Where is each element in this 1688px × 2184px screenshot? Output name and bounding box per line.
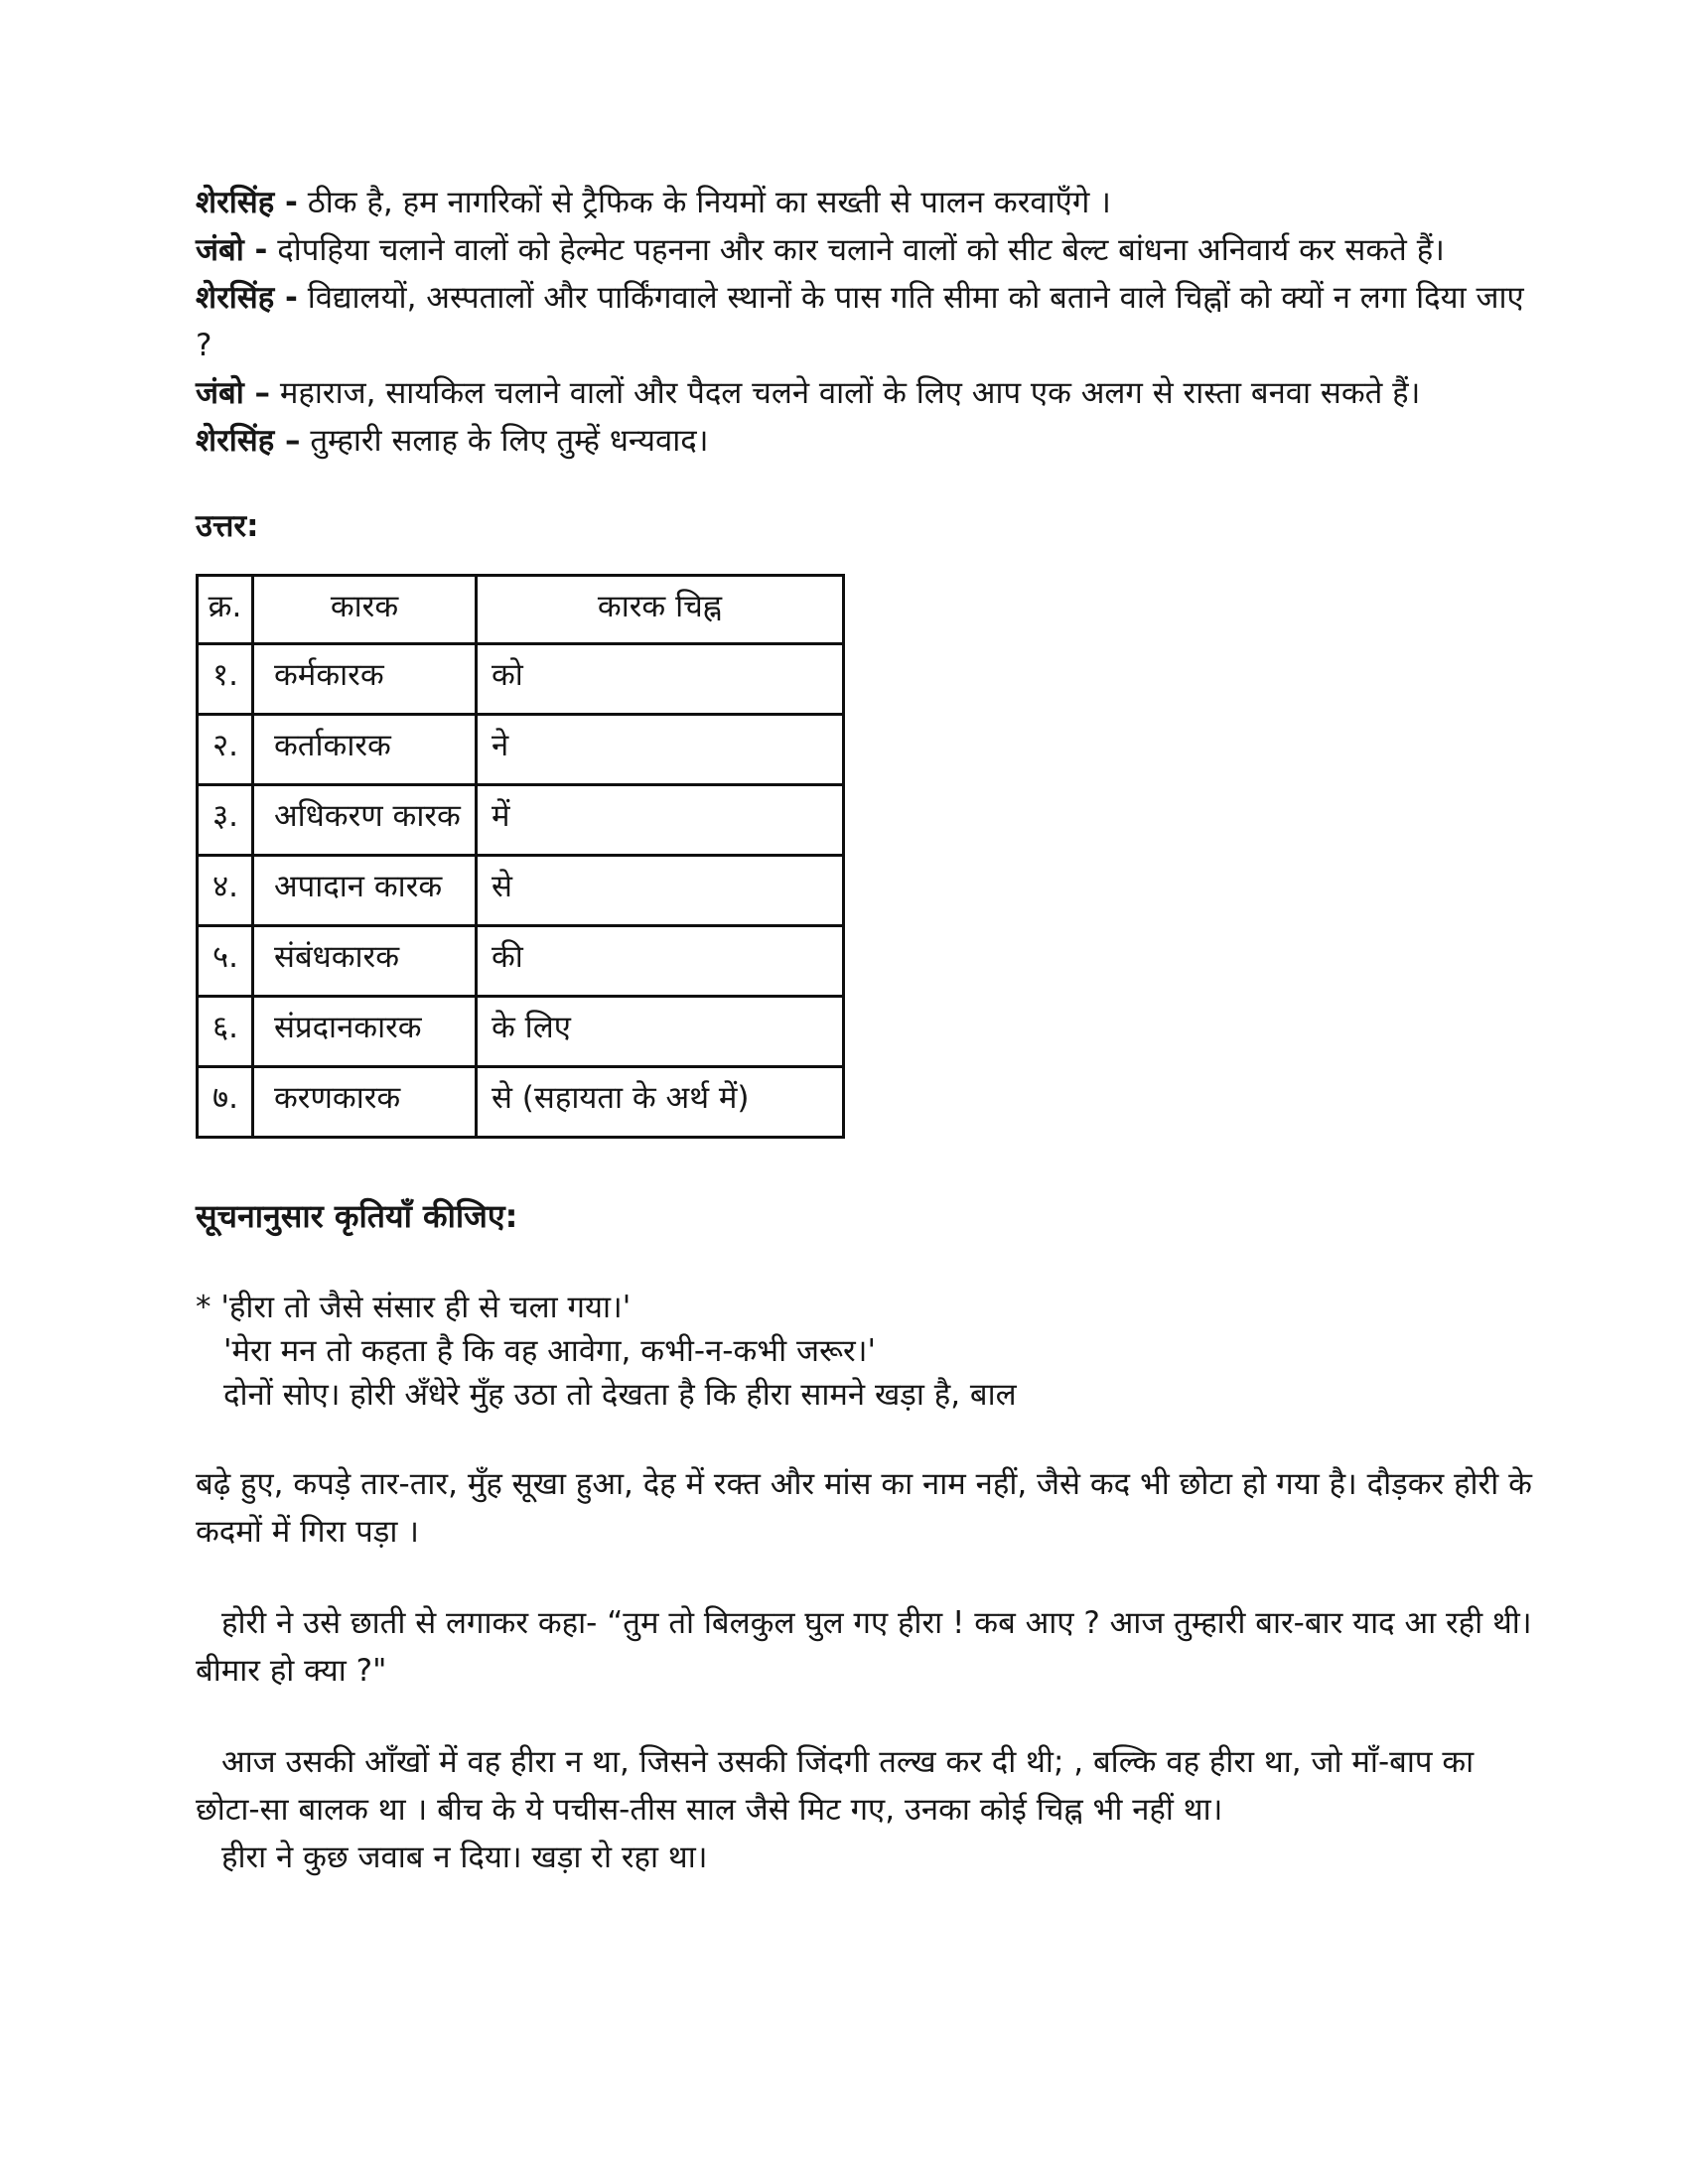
excerpt-paragraph: हीरा ने कुछ जवाब न दिया। खड़ा रो रहा था। (221, 1840, 708, 1875)
table-cell: ६. (198, 997, 253, 1067)
table-cell: कर्मकारक (253, 644, 477, 715)
karak-table (196, 574, 845, 1139)
table-cell: कर्ताकारक (253, 715, 477, 785)
dialogue-line (196, 274, 1546, 369)
table-cell: संबंधकारक (253, 926, 477, 997)
table-row (198, 715, 844, 785)
table-cell: में (477, 785, 844, 856)
table-cell: ७. (198, 1067, 253, 1138)
table-cell: ३. (198, 785, 253, 856)
table-cell: ने (477, 715, 844, 785)
table-header-cell: कारक चिह्न (477, 576, 844, 644)
table-row (198, 644, 844, 715)
speaker-name: जंबो – (196, 375, 271, 411)
table-cell: करणकारक (253, 1067, 477, 1138)
excerpt-quote-line: 'मेरा मन तो कहता है कि वह आवेगा, कभी-न-कभी जरूर।' (223, 1333, 876, 1369)
excerpt-section (196, 1286, 1546, 1881)
page-content (196, 179, 1546, 1881)
table-row (198, 997, 844, 1067)
dialogue-line (196, 226, 1546, 274)
table-cell: ४. (198, 856, 253, 926)
dialogue-line (196, 369, 1546, 417)
dialogue-text: दोपहिया चलाने वालों को हेल्मेट पहनना और कार चलाने वालों को सीट बेल्ट बांधना अनिवार्य कर सकते हैं। (277, 232, 1445, 268)
dialogue-text: तुम्हारी सलाह के लिए तुम्हें धन्यवाद। (310, 423, 709, 459)
table-cell: को (477, 644, 844, 715)
excerpt-paragraph: होरी ने उसे छाती से लगाकर कहा- “तुम तो बिलकुल घुल गए हीरा ! कब आए ? आज तुम्हारी बार-बार याद आ रही थी। बीमार हो क्या ?" (196, 1605, 1532, 1689)
table-cell: २. (198, 715, 253, 785)
table-row (198, 926, 844, 997)
excerpt-quote-line (196, 1286, 1546, 1329)
excerpt-quote-line: दोनों सोए। होरी अँधेरे मुँह उठा तो देखता है कि हीरा सामने खड़ा है, बाल (223, 1377, 1017, 1413)
dialogue-line (196, 417, 1546, 465)
table-cell: से (सहायता के अर्थ में) (477, 1067, 844, 1138)
table-cell: अपादान कारक (253, 856, 477, 926)
answer-label: उत्तर: (196, 508, 259, 544)
excerpt-paragraph: आज उसकी आँखों में वह हीरा न था, जिसने उसकी जिंदगी तल्ख कर दी थी; , बल्कि वह हीरा था, जो माँ-बाप का छोटा-सा बालक था । बीच के ये पचीस-तीस साल जैसे मिट गए, उनका कोई चिह्न भी नहीं था। (196, 1744, 1475, 1828)
table-header-cell: कारक (253, 576, 477, 644)
section-heading: सूचनानुसार कृतियाँ कीजिए: (196, 1197, 518, 1235)
speaker-name: शेरसिंह – (196, 423, 301, 459)
speaker-name: जंबो - (196, 232, 268, 268)
table-cell: के लिए (477, 997, 844, 1067)
excerpt-paragraph: बढ़े हुए, कपड़े तार-तार, मुँह सूखा हुआ, देह में रक्त और मांस का नाम नहीं, जैसे कद भी छोटा हो गया है। दौड़कर होरी के कदमों में गिरा पड़ा । (196, 1466, 1532, 1550)
table-row (198, 785, 844, 856)
table-cell: से (477, 856, 844, 926)
speaker-name: शेरसिंह - (196, 185, 298, 220)
table-row (198, 1067, 844, 1138)
table-cell: की (477, 926, 844, 997)
speaker-name: शेरसिंह - (196, 280, 298, 316)
excerpt-quote: 'हीरा तो जैसे संसार ही से चला गया।' (220, 1290, 632, 1325)
table-cell: संप्रदानकारक (253, 997, 477, 1067)
dialogue-text: विद्यालयों, अस्पतालों और पार्किंगवाले स्थानों के पास गति सीमा को बताने वाले चिह्नों को क्यों न लगा दिया जाए ? (196, 280, 1524, 363)
dialogue-section (196, 179, 1546, 465)
dialogue-text: महाराज, सायकिल चलाने वालों और पैदल चलने वालों के लिए आप एक अलग से रास्ता बनवा सकते हैं। (279, 375, 1421, 411)
table-row (198, 856, 844, 926)
table-cell: अधिकरण कारक (253, 785, 477, 856)
table-header-row (198, 576, 844, 644)
table-cell: ५. (198, 926, 253, 997)
dialogue-text: ठीक है, हम नागरिकों से ट्रैफिक के नियमों का सख्ती से पालन करवाएँगे । (307, 185, 1111, 220)
table-cell: १. (198, 644, 253, 715)
dialogue-line (196, 179, 1546, 226)
bullet-asterisk: * (196, 1290, 211, 1325)
table-header-cell: क्र. (198, 576, 253, 644)
